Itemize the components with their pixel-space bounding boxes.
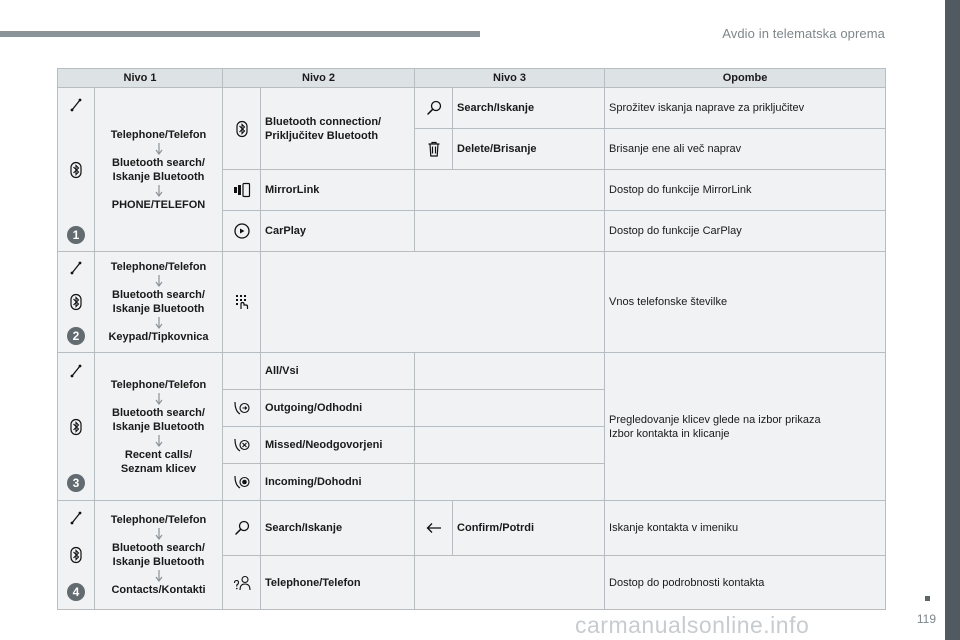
level1-contacts: Contacts/Kontakti bbox=[111, 584, 206, 596]
table-row bbox=[58, 353, 886, 390]
level1-keypad: Keypad/Tipkovnica bbox=[108, 331, 209, 343]
phone-icon bbox=[67, 96, 85, 114]
empty-cell bbox=[261, 252, 605, 353]
level-badge-2: 2 bbox=[67, 327, 85, 345]
level1-bt-search-2: Iskanje Bluetooth bbox=[112, 420, 205, 433]
level1-telephone: Telephone/Telefon bbox=[110, 128, 207, 141]
phone-icon bbox=[67, 362, 85, 380]
empty-cell bbox=[415, 170, 605, 211]
carplay-note: Dostop do funkcije CarPlay bbox=[605, 211, 886, 252]
page-number: 119 bbox=[916, 612, 936, 626]
arrow-down-icon bbox=[154, 435, 164, 447]
bt-connection-icon-cell bbox=[223, 88, 261, 170]
level-badge-1: 1 bbox=[67, 226, 85, 244]
bt-connection-line-1: Bluetooth connection/ bbox=[265, 115, 382, 128]
keypad-icon bbox=[233, 293, 251, 311]
group-2-icons bbox=[58, 252, 95, 353]
side-strip bbox=[945, 0, 960, 640]
contact-search-label: Search/Iskanje bbox=[261, 501, 415, 556]
table-header-row bbox=[58, 69, 886, 88]
confirm-label: Confirm/Potrdi bbox=[453, 501, 605, 556]
empty-cell bbox=[415, 464, 605, 501]
mirrorlink-icon bbox=[233, 181, 251, 199]
menu-table bbox=[57, 68, 886, 610]
search-icon bbox=[425, 99, 443, 117]
incoming-icon-cell bbox=[223, 464, 261, 501]
level1-bt-search-2: Iskanje Bluetooth bbox=[112, 170, 205, 183]
bt-connection-label bbox=[261, 88, 415, 170]
missed-call-icon bbox=[233, 436, 251, 454]
search-note: Sprožitev iskanja naprave za priključitev bbox=[605, 88, 886, 129]
search-icon-cell bbox=[415, 88, 453, 129]
confirm-icon-cell bbox=[415, 501, 453, 556]
empty-cell bbox=[223, 353, 261, 390]
outgoing-call-icon bbox=[233, 399, 251, 417]
keypad-note: Vnos telefonske številke bbox=[605, 252, 886, 353]
delete-note: Brisanje ene ali več naprav bbox=[605, 129, 886, 170]
bt-connection-line-2: Priključitev Bluetooth bbox=[265, 129, 379, 142]
bluetooth-icon bbox=[233, 120, 251, 138]
level1-bt-search-1: Bluetooth search/ bbox=[112, 156, 205, 169]
recent-calls-note-line-1: Pregledovanje klicev glede na izbor prikaza bbox=[609, 413, 821, 426]
contact-telephone-note: Dostop do podrobnosti kontakta bbox=[605, 556, 886, 610]
level1-telephone: Telephone/Telefon bbox=[110, 378, 207, 391]
recent-calls-note bbox=[605, 353, 886, 501]
level1-phone: PHONE/TELEFON bbox=[111, 198, 206, 211]
level1-bt-search-2: Iskanje Bluetooth bbox=[112, 556, 205, 568]
all-label: All/Vsi bbox=[261, 353, 415, 390]
bluetooth-icon bbox=[67, 161, 85, 179]
carplay-icon-cell bbox=[223, 211, 261, 252]
level1-bt-search-2: Iskanje Bluetooth bbox=[112, 303, 205, 315]
trash-icon bbox=[425, 140, 443, 158]
empty-cell bbox=[415, 390, 605, 427]
arrow-down-icon bbox=[154, 570, 164, 582]
level1-recent-calls-1: Recent calls/ bbox=[124, 448, 193, 461]
group-1-icons bbox=[58, 88, 95, 252]
arrow-down-icon bbox=[154, 275, 164, 287]
empty-cell bbox=[415, 211, 605, 252]
table-row bbox=[58, 252, 886, 353]
group-2-level1 bbox=[95, 252, 223, 353]
header-nivo-1: Nivo 1 bbox=[58, 69, 223, 88]
mirrorlink-icon-cell bbox=[223, 170, 261, 211]
level1-telephone: Telephone/Telefon bbox=[110, 514, 207, 526]
contact-telephone-label: Telephone/Telefon bbox=[261, 556, 415, 610]
contact-search-icon-cell bbox=[223, 501, 261, 556]
keypad-icon-cell bbox=[223, 252, 261, 353]
bluetooth-icon bbox=[67, 293, 85, 311]
search-icon bbox=[233, 519, 251, 537]
arrow-down-icon bbox=[154, 185, 164, 197]
arrow-down-icon bbox=[154, 143, 164, 155]
level-badge-3: 3 bbox=[67, 474, 85, 492]
header-opombe: Opombe bbox=[605, 69, 886, 88]
missed-label: Missed/Neodgovorjeni bbox=[261, 427, 415, 464]
outgoing-icon-cell bbox=[223, 390, 261, 427]
level-badge-4: 4 bbox=[67, 583, 85, 601]
recent-calls-note-line-2: Izbor kontakta in klicanje bbox=[609, 427, 730, 440]
empty-cell bbox=[415, 353, 605, 390]
contact-detail-icon-cell bbox=[223, 556, 261, 610]
table-row bbox=[58, 88, 886, 129]
group-4-level1 bbox=[95, 501, 223, 610]
search-label: Search/Iskanje bbox=[453, 88, 605, 129]
group-3-icons bbox=[58, 353, 95, 501]
header-nivo-2: Nivo 2 bbox=[223, 69, 415, 88]
phone-icon bbox=[67, 259, 85, 277]
group-4-icons bbox=[58, 501, 95, 610]
carplay-icon bbox=[233, 222, 251, 240]
group-1-level1 bbox=[95, 88, 223, 252]
table-row bbox=[58, 501, 886, 556]
section-title: Avdio in telematska oprema bbox=[722, 26, 885, 41]
delete-label: Delete/Brisanje bbox=[453, 129, 605, 170]
mirrorlink-note: Dostop do funkcije MirrorLink bbox=[605, 170, 886, 211]
group-3-level1 bbox=[95, 353, 223, 501]
level1-telephone: Telephone/Telefon bbox=[110, 261, 207, 273]
missed-icon-cell bbox=[223, 427, 261, 464]
incoming-label: Incoming/Dohodni bbox=[261, 464, 415, 501]
level1-bt-search-1: Bluetooth search/ bbox=[112, 542, 205, 554]
level1-recent-calls-2: Seznam klicev bbox=[120, 462, 197, 475]
outgoing-label: Outgoing/Odhodni bbox=[261, 390, 415, 427]
contact-search-note: Iskanje kontakta v imeniku bbox=[605, 501, 886, 556]
bullet-marker bbox=[925, 596, 930, 601]
watermark: carmanualsonline.info bbox=[575, 612, 810, 638]
empty-cell bbox=[415, 556, 605, 610]
phone-icon bbox=[67, 509, 85, 527]
mirrorlink-label: MirrorLink bbox=[261, 170, 415, 211]
bluetooth-icon bbox=[67, 418, 85, 436]
bluetooth-icon bbox=[67, 546, 85, 564]
arrow-left-icon bbox=[425, 519, 443, 537]
contact-info-icon bbox=[233, 574, 251, 592]
carplay-label: CarPlay bbox=[261, 211, 415, 252]
empty-cell bbox=[415, 427, 605, 464]
delete-icon-cell bbox=[415, 129, 453, 170]
level1-bt-search-1: Bluetooth search/ bbox=[112, 289, 205, 301]
arrow-down-icon bbox=[154, 528, 164, 540]
incoming-call-icon bbox=[233, 473, 251, 491]
arrow-down-icon bbox=[154, 317, 164, 329]
header-bar bbox=[0, 31, 480, 37]
arrow-down-icon bbox=[154, 393, 164, 405]
level1-bt-search-1: Bluetooth search/ bbox=[112, 406, 205, 419]
header-nivo-3: Nivo 3 bbox=[415, 69, 605, 88]
